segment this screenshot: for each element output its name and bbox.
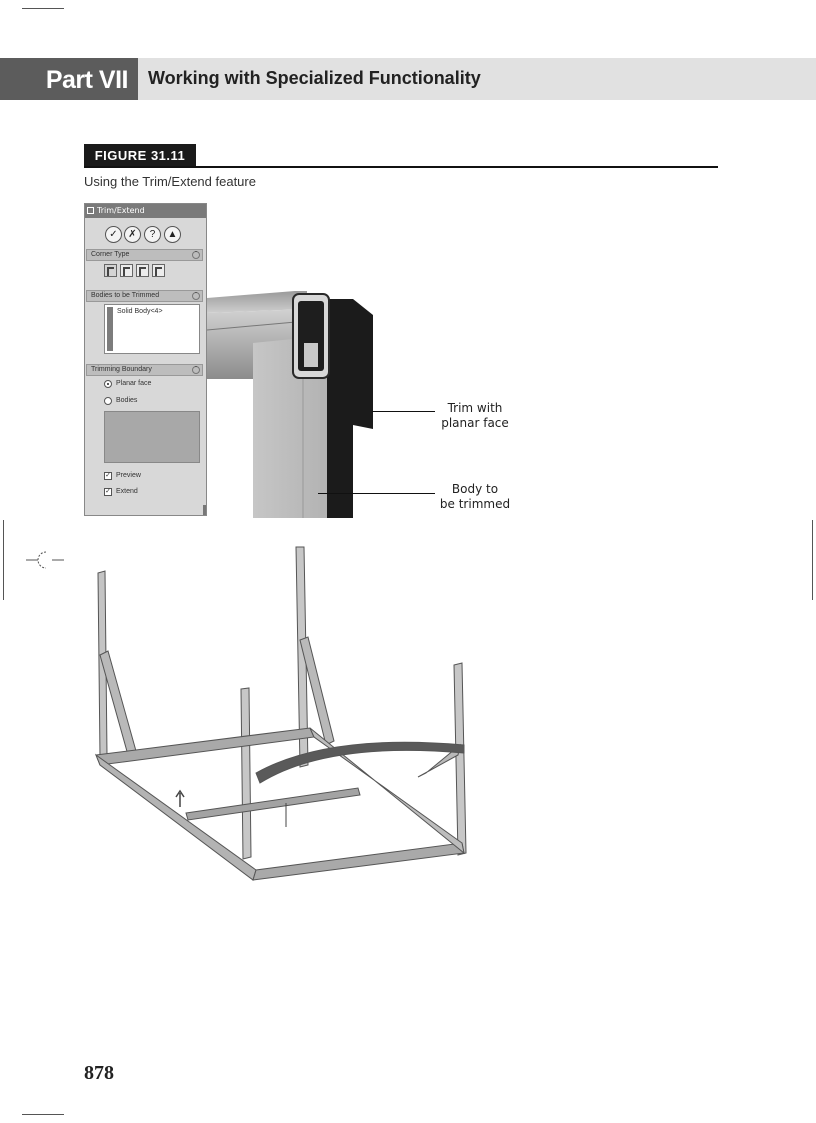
cross-member (186, 788, 360, 820)
figure-rule (84, 166, 718, 168)
list-item[interactable]: Solid Body<4> (117, 308, 163, 315)
planar-face-label: Planar face (116, 380, 152, 387)
section-corner-type[interactable] (86, 249, 203, 261)
preview-label: Preview (116, 472, 141, 479)
figure-label: FIGURE 31.11 (84, 144, 196, 168)
collapse-icon[interactable]: ˆ (192, 251, 200, 259)
inner-tube-section (304, 343, 318, 367)
callout-body-to-be-trimmed (438, 482, 512, 512)
curved-member (256, 742, 464, 783)
corner-end-butt2-button[interactable] (152, 264, 165, 277)
section-trimming-boundary[interactable] (86, 364, 203, 376)
section-bodies-to-be-trimmed[interactable] (86, 290, 203, 302)
collapse-icon[interactable]: ˆ (192, 366, 200, 374)
frame-rail (96, 755, 256, 880)
boundary-list[interactable] (104, 411, 200, 463)
scrollbar[interactable] (203, 505, 206, 515)
trim-corner-viewport (207, 203, 432, 518)
callout-line (372, 411, 435, 412)
bodies-radio[interactable] (104, 397, 137, 404)
collapse-icon[interactable]: ˆ (192, 292, 200, 300)
callout-text-line: Trim with (447, 401, 503, 415)
selection-color-bar (107, 307, 113, 351)
crop-mark (812, 520, 813, 600)
corner-end-butt1-button[interactable] (136, 264, 149, 277)
section-boundary-label: Trimming Boundary (91, 366, 152, 373)
panel-title: Trim/Extend (97, 206, 145, 215)
part-badge (0, 58, 138, 100)
registration-mark-icon (24, 548, 66, 572)
corner-end-trim-button[interactable] (104, 264, 117, 277)
chapter-title: Working with Specialized Functionality (148, 68, 481, 88)
callout-text-line: Body to (451, 482, 499, 496)
extend-checkbox[interactable] (104, 488, 138, 495)
bodies-list[interactable] (104, 304, 200, 354)
checkbox-checked-icon[interactable]: ✓ (105, 472, 111, 479)
ok-button[interactable]: ✓ (105, 226, 122, 243)
callout-line (318, 493, 435, 494)
callout-trim-planar-face (438, 401, 512, 431)
planar-face-radio[interactable] (104, 380, 151, 387)
page-number: 878 (84, 1062, 114, 1084)
up-arrow-icon (176, 791, 184, 807)
frame-assembly-illustration (88, 545, 478, 890)
figure-caption: Using the Trim/Extend feature (84, 174, 256, 189)
crop-mark (22, 1114, 64, 1115)
panel-title-bar (85, 204, 206, 218)
preview-checkbox[interactable] (104, 472, 141, 479)
callout-text-line: be trimmed (439, 497, 511, 511)
section-corner-type-label: Corner Type (91, 251, 130, 258)
section-bodies-label: Bodies to be Trimmed (91, 292, 160, 299)
trim-extend-icon (87, 207, 94, 214)
cancel-button[interactable]: ✗ (124, 226, 141, 243)
checkbox-checked-icon[interactable]: ✓ (105, 488, 111, 495)
post (241, 688, 251, 859)
crop-mark (3, 520, 4, 600)
bodies-option-label: Bodies (116, 397, 138, 404)
radio-icon[interactable] (104, 397, 112, 405)
corner-end-miter-button[interactable] (120, 264, 133, 277)
callout-text-line: planar face (441, 416, 509, 430)
post (454, 663, 466, 855)
extend-label: Extend (116, 488, 138, 495)
radio-selected-icon[interactable] (104, 380, 112, 388)
help-button[interactable]: ? (144, 226, 161, 243)
crop-mark (22, 8, 64, 9)
part-label: Part VII (45, 66, 128, 94)
pushpin-button[interactable]: ▲ (164, 226, 181, 243)
frame-rail (253, 843, 464, 880)
